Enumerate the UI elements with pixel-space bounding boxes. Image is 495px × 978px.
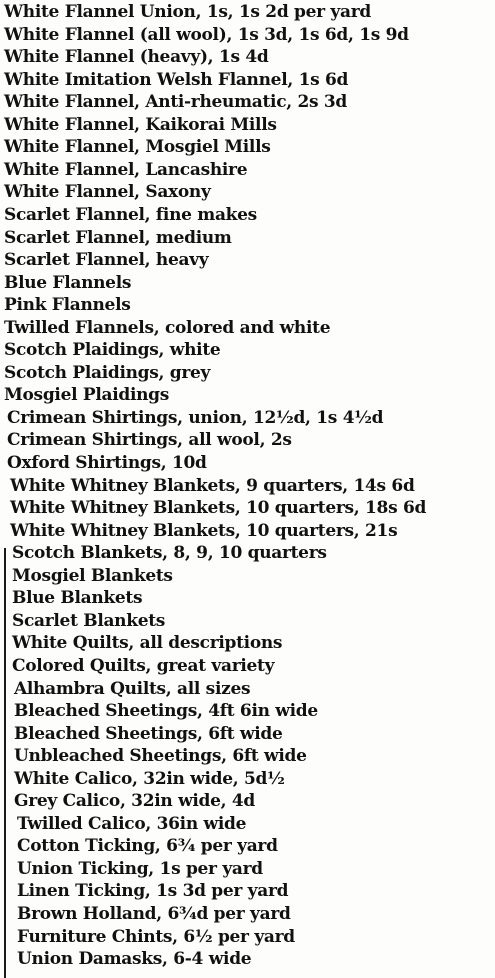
list-item: White Flannel (heavy), 1s 4d bbox=[4, 47, 269, 67]
list-item: Twilled Flannels, colored and white bbox=[4, 318, 331, 338]
list-item: Union Ticking, 1s per yard bbox=[17, 859, 263, 879]
list-item: White Imitation Welsh Flannel, 1s 6d bbox=[4, 70, 349, 90]
list-item: Crimean Shirtings, union, 12½d, 1s 4½d bbox=[7, 408, 384, 428]
list-item: Mosgiel Blankets bbox=[12, 566, 173, 586]
list-item: Oxford Shirtings, 10d bbox=[7, 453, 207, 473]
list-item: Furniture Chints, 6½ per yard bbox=[17, 927, 295, 947]
list-item: Linen Ticking, 1s 3d per yard bbox=[17, 881, 289, 901]
list-item: Scarlet Flannel, fine makes bbox=[4, 205, 257, 225]
list-item: White Flannel, Saxony bbox=[4, 182, 211, 202]
list-item: Grey Calico, 32in wide, 4d bbox=[14, 791, 256, 811]
list-item: Bleached Sheetings, 6ft wide bbox=[14, 724, 283, 744]
list-item: Scotch Blankets, 8, 9, 10 quarters bbox=[12, 543, 327, 563]
list-item: Twilled Calico, 36in wide bbox=[17, 814, 247, 834]
list-item: Blue Flannels bbox=[4, 273, 132, 293]
list-item: White Flannel, Lancashire bbox=[4, 160, 248, 180]
list-item: Scarlet Flannel, heavy bbox=[4, 250, 209, 270]
list-item: White Whitney Blankets, 9 quarters, 14s 6d bbox=[10, 476, 415, 496]
list-item: Bleached Sheetings, 4ft 6in wide bbox=[14, 701, 318, 721]
list-item: Scotch Plaidings, grey bbox=[4, 363, 211, 383]
list-item: Cotton Ticking, 6¾ per yard bbox=[17, 836, 278, 856]
list-item: Colored Quilts, great variety bbox=[12, 656, 275, 676]
list-item: Pink Flannels bbox=[4, 295, 131, 315]
list-item: Unbleached Sheetings, 6ft wide bbox=[14, 746, 307, 766]
list-item: Alhambra Quilts, all sizes bbox=[14, 679, 251, 699]
list-item: White Flannel Union, 1s, 1s 2d per yard bbox=[4, 2, 371, 22]
list-item: White Calico, 32in wide, 5d½ bbox=[14, 769, 285, 789]
list-item: White Whitney Blankets, 10 quarters, 21s bbox=[10, 521, 398, 541]
column-rule bbox=[4, 548, 6, 978]
list-item: White Whitney Blankets, 10 quarters, 18s 6d bbox=[10, 498, 427, 518]
list-item: Scarlet Blankets bbox=[12, 611, 166, 631]
list-item: Crimean Shirtings, all wool, 2s bbox=[7, 430, 292, 450]
list-item: White Quilts, all descriptions bbox=[12, 633, 283, 653]
list-item: Scarlet Flannel, medium bbox=[4, 228, 232, 248]
list-item: White Flannel, Anti-rheumatic, 2s 3d bbox=[4, 92, 348, 112]
list-item: Union Damasks, 6-4 wide bbox=[17, 949, 252, 969]
list-item: White Flannel, Kaikorai Mills bbox=[4, 115, 277, 135]
list-item: Mosgiel Plaidings bbox=[4, 385, 170, 405]
list-item: White Flannel (all wool), 1s 3d, 1s 6d, 1s 9d bbox=[4, 25, 409, 45]
list-item: Blue Blankets bbox=[12, 588, 143, 608]
list-item: Scotch Plaidings, white bbox=[4, 340, 221, 360]
list-item: Brown Holland, 6¾d per yard bbox=[17, 904, 291, 924]
list-item: White Flannel, Mosgiel Mills bbox=[4, 137, 271, 157]
